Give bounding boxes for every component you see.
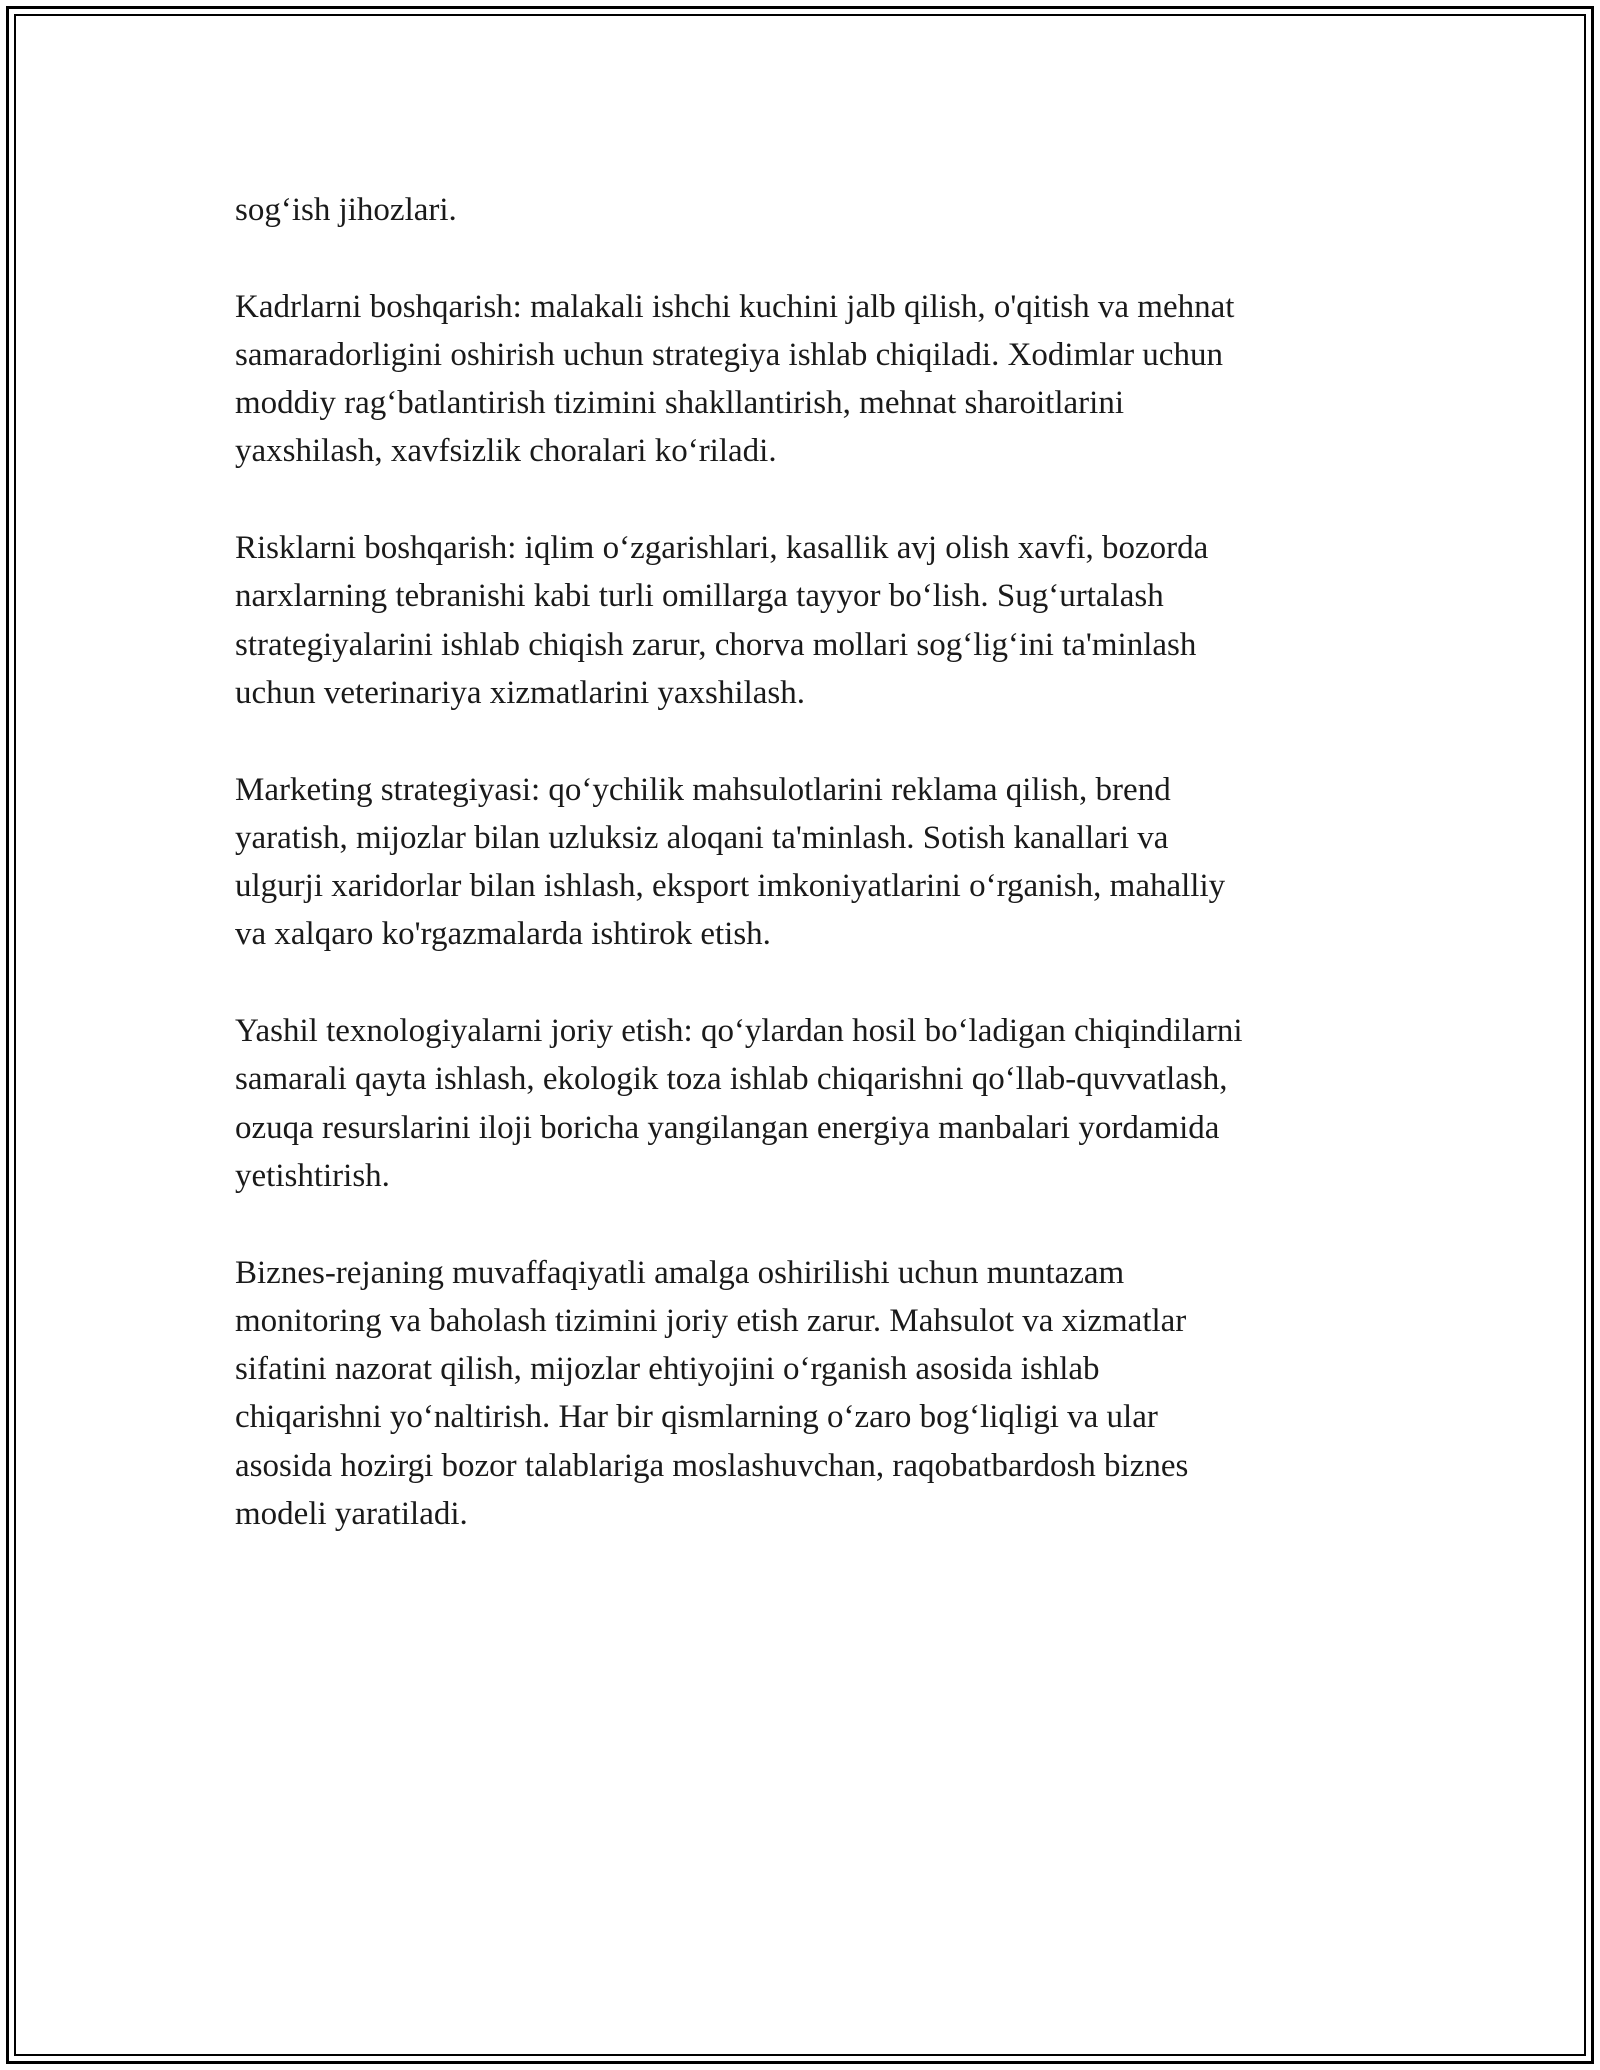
paragraph-yashil-texnologiyalar: Yashil texnologiyalarni joriy etish: qo‘ylardan hosil bo‘ladigan chiqindilarni samarali qayta ishlash, ekologik toza ishlab chiqarishni qo‘llab-quvvatlash, ozuqa resurslarini iloji boricha yangilangan energiya manbalari yordamida yetishtirish. <box>235 1013 1243 1194</box>
paragraph-biznes-reja-monitoring: Biznes-rejaning muvaffaqiyatli amalga oshirilishi uchun muntazam monitoring va baholash tizimini joriy etish zarur. Mahsulot va xizmatlar sifatini nazorat qilish, mijozlar ehtiyojini o‘rganish asosida ishlab chiqarishni yo‘naltirish. Har bir qismlarning o‘zaro bog‘liqligi va ular asosida hozirgi bozor talablariga moslashuvchan, raqobatbardosh biznes modeli yaratiladi. <box>235 1254 1189 1533</box>
paragraph-continuation: sog‘ish jihozlari. <box>235 192 457 228</box>
document-body <box>235 186 1385 1587</box>
paragraph-kadrlarni-boshqarish: Kadrlarni boshqarish: malakali ishchi kuchini jalb qilish, o'qitish va mehnat samaradorligini oshirish uchun strategiya ishlab chiqiladi. Xodimlar uchun moddiy rag‘batlantirish tizimini shakllantirish, mehnat sharoitlarini yaxshilash, xavfsizlik choralari ko‘riladi. <box>235 288 1235 470</box>
paragraph-risklarni-boshqarish: Risklarni boshqarish: iqlim o‘zgarishlari, kasallik avj olish xavfi, bozorda narxlarning tebranishi kabi turli omillarga tayyor bo‘lish. Sug‘urtalash strategiyalarini ishlab chiqish zarur, chorva mollari sog‘lig‘ini ta'minlash uchun veterinariya xizmatlarini yaxshilash. <box>235 530 1209 711</box>
paragraph-marketing-strategiyasi: Marketing strategiyasi: qo‘ychilik mahsulotlarini reklama qilish, brend yaratish, mijozlar bilan uzluksiz aloqani ta'minlash. Sotish kanallari va ulgurji xaridorlar bilan ishlash, eksport imkoniyatlarini o‘rganish, mahalliy va xalqaro ko'rgazmalarda ishtirok etish. <box>235 771 1226 953</box>
